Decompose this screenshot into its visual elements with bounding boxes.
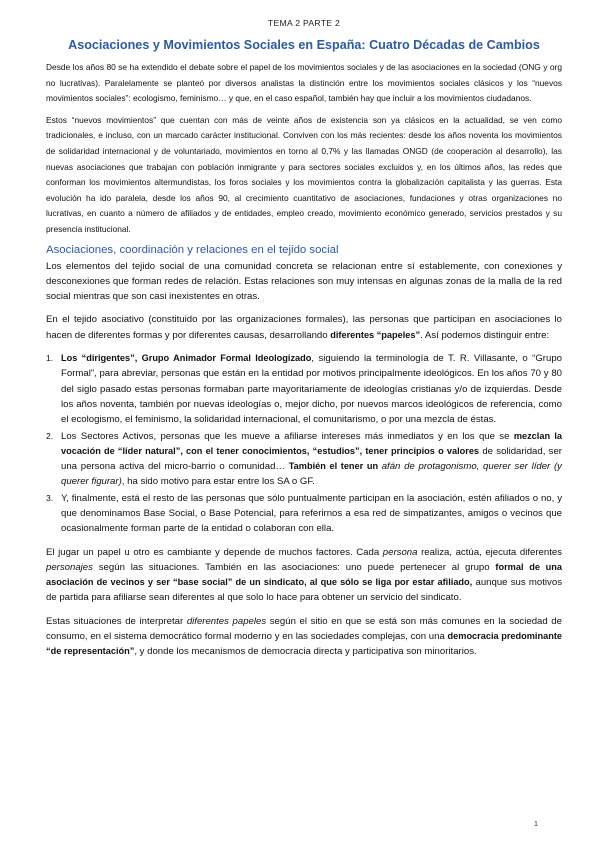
list-item-sectores-activos [46,429,562,490]
paragraph-text: según las situaciones. También en las asociaciones: uno puede pertenecer al grupo [92,561,496,573]
list-item-text: de solidaridad, ser una persona activa del micro-barrio o comunidad… [61,445,562,473]
paragraph-text: según el sitio en que se está son más comunes en la sociedad de consumo, en el sistema democrático formal moderno y en las sociedades complejas, con una [46,615,562,643]
paragraph-text: aunque sus motivos de partida para afiliarse sean diferentes al que solo lo hace para obtener un servicio del sindicato. [46,577,562,604]
roles-list [46,351,562,537]
paragraph-papeles-text-c: . Así podemos distinguir entre: [420,329,550,341]
intro-paragraph-1: Desde los años 80 se ha extendido el debate sobre el papel de los movimientos sociales y de las asociaciones en la sociedad (ONG y org no lucrativas). Paralelamente se planteó por diversos analistas la distinción entre los movimientos sociales clásicos y los “nuevos movimientos sociales”: ecologismo, feminismo… y que, en el caso español, también hay que incluir a los movimientos ciudadanos. [46,62,562,104]
list-item-text: Y, finalmente, está el resto de las personas que sólo puntualmente participan en la asociación, estén afiliados o no, y que denominamos Base Social, o Base Potencial, para referirnos a esa red de simpatizantes, amigos o vecinos que ocasionalmente forman parte de la entidad o colaboran con ella. [61,492,562,535]
paragraph-diferentes-papeles [46,614,562,660]
page-number: 1 [533,819,538,828]
paragraph-text: Estas situaciones de interpretar [46,615,187,627]
list-item-text: Los Sectores Activos, personas que les mueve a afiliarse intereses más inmediatos y en los que se [61,430,514,442]
list-number: 3. [46,492,54,503]
list-item-bold: mezclan la vocación de “líder natural”, con el tener conocimientos, “estudios”, tener principios o valores [61,430,562,456]
paragraph-bold: formal de una asociación de vecinos y ser “base social” de un sindicato, al que sólo se liga por estar afiliado, [46,561,562,588]
paragraph-text: El jugar un papel u otro es cambiante y depende de muchos factores. Cada [46,546,383,558]
list-item-bold: También el tener un [288,461,382,472]
paragraph-italic: diferentes papeles [186,615,267,627]
list-item-bold: Los “dirigentes”, Grupo Animador Formal Ideologizado [61,353,312,364]
list-item-italic: afán de protagonismo, querer ser líder (y querer figurar) [61,461,562,488]
paragraph-italic: personajes [46,561,93,573]
list-item-text: , siguiendo la terminología de T. R. Villasante, o “Grupo Formal”, para abreviar, personas que están en la entidad por motivos principalmente ideológicos. En los años 70 y 80 del siglo pasado estas personas formaban parte mayoritariamente de ideologías cristianas y/o de izquierdas. Desde los años noventa, también por nuevas ideologías o, mejor dicho, por nuevos marcos ideológicos de referencia, como el ecologismo, el feminismo, la solidaridad internacional, el comunitarismo, o por una mezcla de éstas. [61,353,562,426]
list-number: 2. [46,430,54,441]
paragraph-text: realiza, actúa, ejecuta diferentes [417,546,562,558]
paragraph-tejido-social: Los elementos del tejido social de una comunidad concreta se relacionan entre sí establemente, con conexiones y desconexiones que forman redes de relación. Estas relaciones son muy intensas en algunas zonas de la malla de la red social mientras que son casi inexistentes en otras. [46,260,562,303]
paragraph-papeles-bold: diferentes “papeles” [330,329,421,340]
document-title: Asociaciones y Movimientos Sociales en España: Cuatro Décadas de Cambios [68,38,540,52]
paragraph-papeles [46,312,562,343]
list-item-text: , ha sido motivo para estar entre los SA o GF. [121,476,315,488]
paragraph-jugar-papel [46,545,562,606]
paragraph-bold: democracia predominante “de representación” [46,631,562,657]
paragraph-papeles-text-a: En el tejido asociativo (constituido por las organizaciones formales), las personas que participan en asociaciones lo hacen de diferentes formas y por diferentes causas, desarrollando [46,314,562,341]
list-item-base-social [46,491,562,537]
list-number: 1. [46,353,54,364]
section-heading: Asociaciones, coordinación y relaciones en el tejido social [46,243,339,256]
intro-paragraph-2: Estos “nuevos movimientos” que cuentan con más de veinte años de existencia son ya clásicos en la actualidad, se ven como tradicionales, e incluso, con un marcado carácter institucional. Conviven con los más recientes: desde los años noventa los movimientos de solidaridad internacional y de voluntariado, movimientos en torno al 0,7% y las llamadas ONGD (de cooperación al desarrollo), las nuevas asociaciones que trabajan con población inmigrante y para sectores sociales excluidos y, en los últimos años, las redes que conforman los movimientos altermundistas, los foros sociales y los movimientos contra la globalización capitalista y las guerras. Esta evolución ha ido paralela, desde los años 90, al crecimiento cuantitativo de asociaciones, fundaciones y otras organizaciones no lucrativas, en cuanto a número de afiliados y de entidades, empleo creado, movimiento económico generado, servicios prestados y su presencia institucional. [46,114,562,234]
list-item-dirigentes [46,351,562,427]
paragraph-italic: persona [382,546,418,558]
paragraph-text: , y donde los mecanismos de democracia directa y participativa son minoritarios. [134,646,477,658]
running-header: TEMA 2 PARTE 2 [267,18,341,28]
